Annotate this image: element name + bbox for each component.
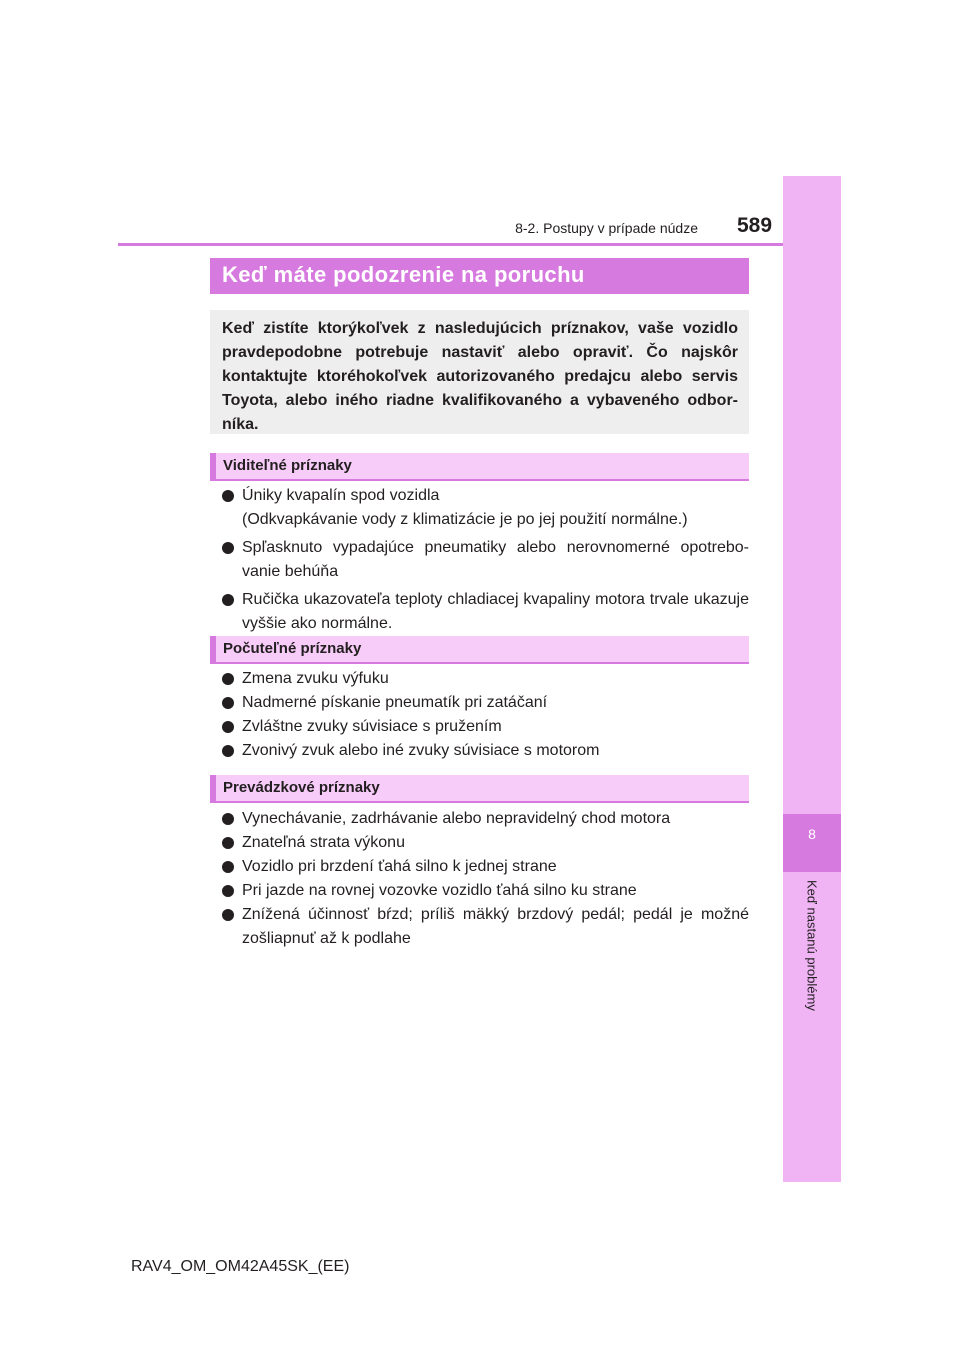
subheading-label: Viditeľné príznaky bbox=[223, 457, 352, 474]
list-item bbox=[222, 903, 749, 951]
subheading-label: Počuteľné príznaky bbox=[223, 640, 362, 657]
list-item bbox=[222, 879, 749, 903]
bullet-icon bbox=[222, 594, 234, 606]
bullet-icon bbox=[222, 697, 234, 709]
list-item bbox=[222, 667, 749, 691]
list-item bbox=[222, 739, 749, 763]
subheading-audible-symptoms bbox=[210, 636, 749, 664]
header-section-title: 8-2. Postupy v prípade núdze bbox=[515, 220, 698, 236]
bullet-icon bbox=[222, 813, 234, 825]
list-item-text: Úniky kvapalín spod vozidla (Odkvapkávanie vody z klimatizácie je po jej použití normálne.) bbox=[242, 487, 688, 528]
page-title-bar bbox=[210, 258, 749, 294]
list-item-text: Zmena zvuku výfuku bbox=[242, 670, 389, 687]
list-item-text: Nadmerné pískanie pneumatík pri zatáčaní bbox=[242, 694, 548, 711]
audible-symptoms-list bbox=[222, 667, 749, 763]
document-code-footer: RAV4_OM_OM42A45SK_(EE) bbox=[131, 1258, 350, 1275]
bullet-icon bbox=[222, 673, 234, 685]
list-item bbox=[222, 807, 749, 831]
chapter-number: 8 bbox=[808, 826, 816, 842]
bullet-icon bbox=[222, 837, 234, 849]
subheading-visible-symptoms bbox=[210, 453, 749, 481]
list-item bbox=[222, 691, 749, 715]
bullet-icon bbox=[222, 490, 234, 502]
intro-box bbox=[210, 310, 749, 434]
bullet-icon bbox=[222, 542, 234, 554]
list-item bbox=[222, 588, 749, 636]
list-item-text: Pri jazde na rovnej vozovke vozidlo ťahá silno ku strane bbox=[242, 882, 637, 899]
chapter-title: Keď nastanú problémy bbox=[804, 880, 820, 1011]
bullet-icon bbox=[222, 721, 234, 733]
visible-symptoms-list bbox=[222, 484, 749, 636]
list-item bbox=[222, 536, 749, 584]
list-item-text: Znížená účinnosť bŕzd; príliš mäkký brzdový pedál; pedál je možné zošliapnuť až k podlahe bbox=[242, 906, 749, 947]
bullet-icon bbox=[222, 885, 234, 897]
list-item bbox=[222, 831, 749, 855]
bullet-icon bbox=[222, 745, 234, 757]
subheading-operational-symptoms bbox=[210, 775, 749, 803]
page-title: Keď máte podozrenie na poruchu bbox=[222, 262, 585, 287]
page-number: 589 bbox=[737, 214, 773, 237]
list-item bbox=[222, 855, 749, 879]
list-item-text: Ručička ukazovateľa teploty chladiacej kvapaliny motora trvale ukazuje vyššie ako normálne. bbox=[242, 591, 749, 632]
header-rule bbox=[118, 243, 783, 246]
list-item-text: Zvláštne zvuky súvisiace s pružením bbox=[242, 718, 502, 735]
list-item bbox=[222, 484, 749, 532]
chapter-number-box bbox=[783, 814, 841, 872]
list-item-text: Znateľná strata výkonu bbox=[242, 834, 405, 851]
list-item-text: Zvonivý zvuk alebo iné zvuky súvisiace s motorom bbox=[242, 742, 600, 759]
subheading-label: Prevádzkové príznaky bbox=[223, 779, 380, 796]
list-item-text: Vozidlo pri brzdení ťahá silno k jednej strane bbox=[242, 858, 557, 875]
bullet-icon bbox=[222, 861, 234, 873]
bullet-icon bbox=[222, 909, 234, 921]
intro-text: Keď zistíte ktorýkoľvek z nasledujúcich príznakov, vaše vozidlo pravdepodobne potrebuje nastaviť alebo opraviť. Čo najskôr kontaktujte ktoréhokoľvek autorizovaného predajcu alebo servis Toyota, alebo iného riadne kvalifikovaného a vybaveného odborníka. bbox=[222, 320, 738, 433]
operational-symptoms-list bbox=[222, 807, 749, 951]
list-item bbox=[222, 715, 749, 739]
list-item-text: Spľasknuto vypadajúce pneumatiky alebo nerovnomerné opotrebovanie behúňa bbox=[242, 539, 749, 580]
chapter-title-vertical bbox=[786, 880, 838, 1150]
list-item-text: Vynechávanie, zadrhávanie alebo nepravidelný chod motora bbox=[242, 810, 671, 827]
